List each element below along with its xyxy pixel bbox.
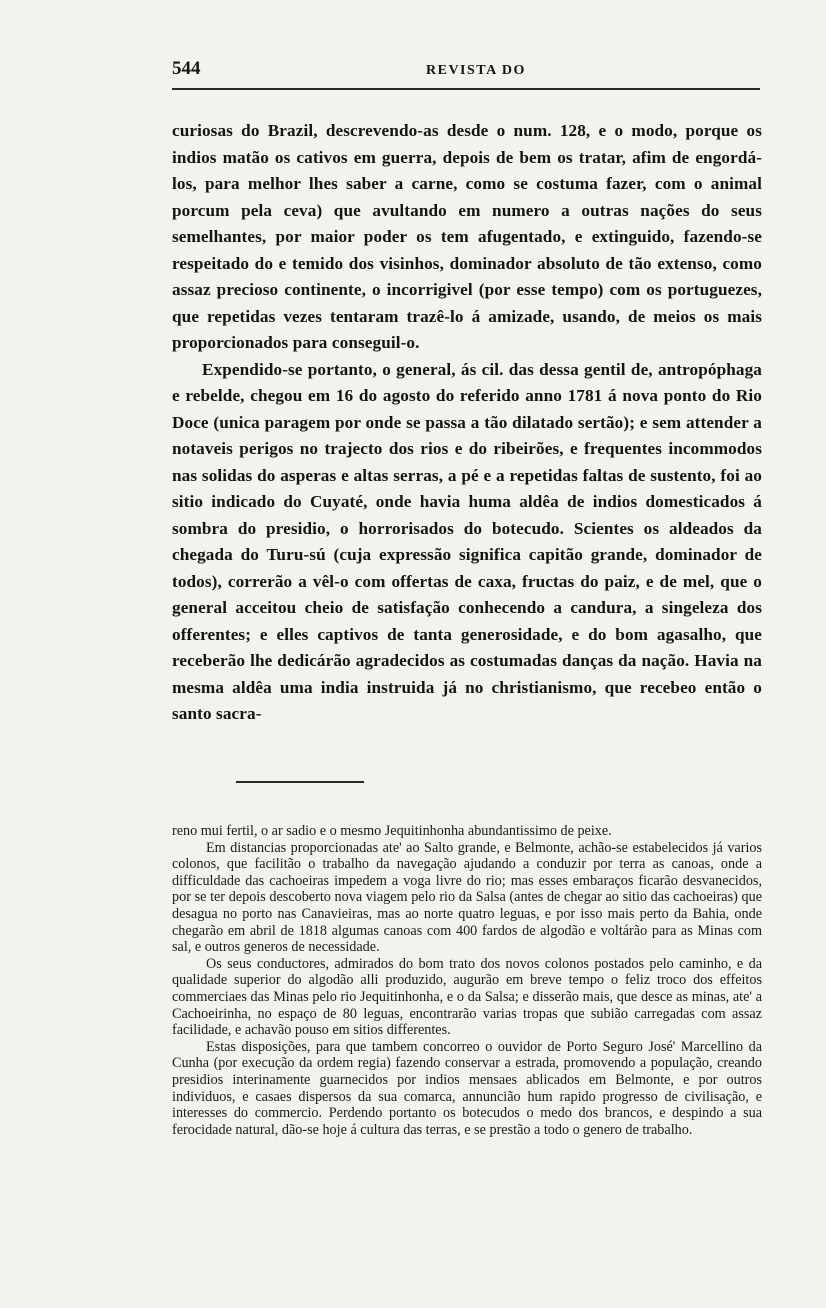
footnote-paragraph: Estas disposições, para que tambem concorreo o ouvidor de Porto Seguro José' Marcellino da Cunha (por execução da ordem regia) fazendo conservar a estrada, promovendo a população, creando presidios interinamente guarnecidos por indios mensaes ablicados em Belmonte, e por outros individuos, e casaes dispersos da sua comarca, annuncião hum rapido progresso de civilisação, e interesses do commercio. Perdendo portanto os botecudos o medo dos brancos, e despindo a sua ferocidade natural, dão-se hoje á cultura das terras, e se prestão a todo o genero de trabalho. (172, 1038, 762, 1138)
body-paragraph: curiosas do Brazil, descrevendo-as desde o num. 128, e o modo, porque os indios matão os cativos em guerra, depois de bem os tratar, afim de engordá-los, para melhor lhes saber a carne, como se costuma fazer, com o animal porcum pela ceva) que avultando em numero a outras nações do seus semelhantes, por maior poder os tem afugentado, e extinguido, fazendo-se respeitado do e temido dos visinhos, dominador absoluto de tão extenso, como assaz precioso continente, o incorrigivel (por esse tempo) com os portuguezes, que repetidas vezes tentaram trazê-lo á amizade, usando, de meios os mais proporcionados para conseguil-o. (172, 121, 762, 352)
main-text (172, 118, 762, 728)
header-rule (172, 88, 760, 90)
footnote-paragraph: Em distancias proporcionadas ate' ao Salto grande, e Belmonte, achão-se estabelecidos já varios colonos, que facilitão o trabalho da navegação ajudando a conduzir por terra as canoas, onde a difficuldade das cachoeiras impedem a voga livre do rio; mas esses embaraços ficarão desvanecidos, por se ter depois descoberto nova viagem pelo rio da Salsa (antes de chegar ao sitio das cachoeiras) que desagua no porto nas Canavieiras, mas ao norte quatro leguas, e por isso mais perto da Bahia, onde chegarão em abril de 1818 algumas canoas com 400 fardos de algodão e voltárão para as Minas com sal, e outros generos de necessidade. (172, 839, 762, 956)
page-number: 544 (172, 58, 201, 79)
running-head: REVISTA DO (426, 63, 526, 78)
page-header (172, 58, 760, 82)
body-paragraph: Expendido-se portanto, o general, ás cil. das dessa gentil de, antropóphaga e rebelde, chegou em 16 do agosto do referido anno 1781 á nova ponto do Rio Doce (unica paragem por onde se passa a tão dilatado sertão); e sem attender a notaveis perigos no trajecto dos rios e do ribeirões, e frequentes incommodos nas solidas do asperas e altas serras, a pé e a repetidas faltas de sustento, foi ao sitio indicado do Cuyaté, onde havia huma aldêa de indios domesticados á sombra do presidio, o horrorisados do botecudo. Scientes os aldeados da chegada do Turu-sú (cuja expressão significa capitão grande, dominador de todos), correrão a vêl-o com offertas de caxa, fructas do paiz, e de mel, que o general acceitou cheio de satisfação conhecendo a candura, a singeleza dos offerentes; e elles captivos de tanta generosidade, e do bom agasalho, que receberão lhe dedicárão agradecidos as costumadas danças da nação. Havia na mesma aldêa uma india instruida já no christianismo, que recebeo então o santo sacra- (172, 359, 762, 723)
footnote-paragraph: reno mui fertil, o ar sadio e o mesmo Jequitinhonha abundantissimo de peixe. (172, 823, 612, 839)
footnote-paragraph: Os seus conductores, admirados do bom trato dos novos colonos postados pelo caminho, e da qualidade superior do algodão alli produzido, augurão em breve tempo o feliz troco dos effeitos commerciaes das Minas pelo rio Jequitinhonha, e o da Salsa; e disserão mais, que desce as minas, ate' a Cachoeirinha, no espaço de 80 leguas, encontrarão varias tropas que subião carregadas com assaz facilidade, e achavão pouso em sitios differentes. (172, 955, 762, 1039)
footnote-rule (236, 781, 364, 783)
footnotes (172, 823, 762, 1138)
